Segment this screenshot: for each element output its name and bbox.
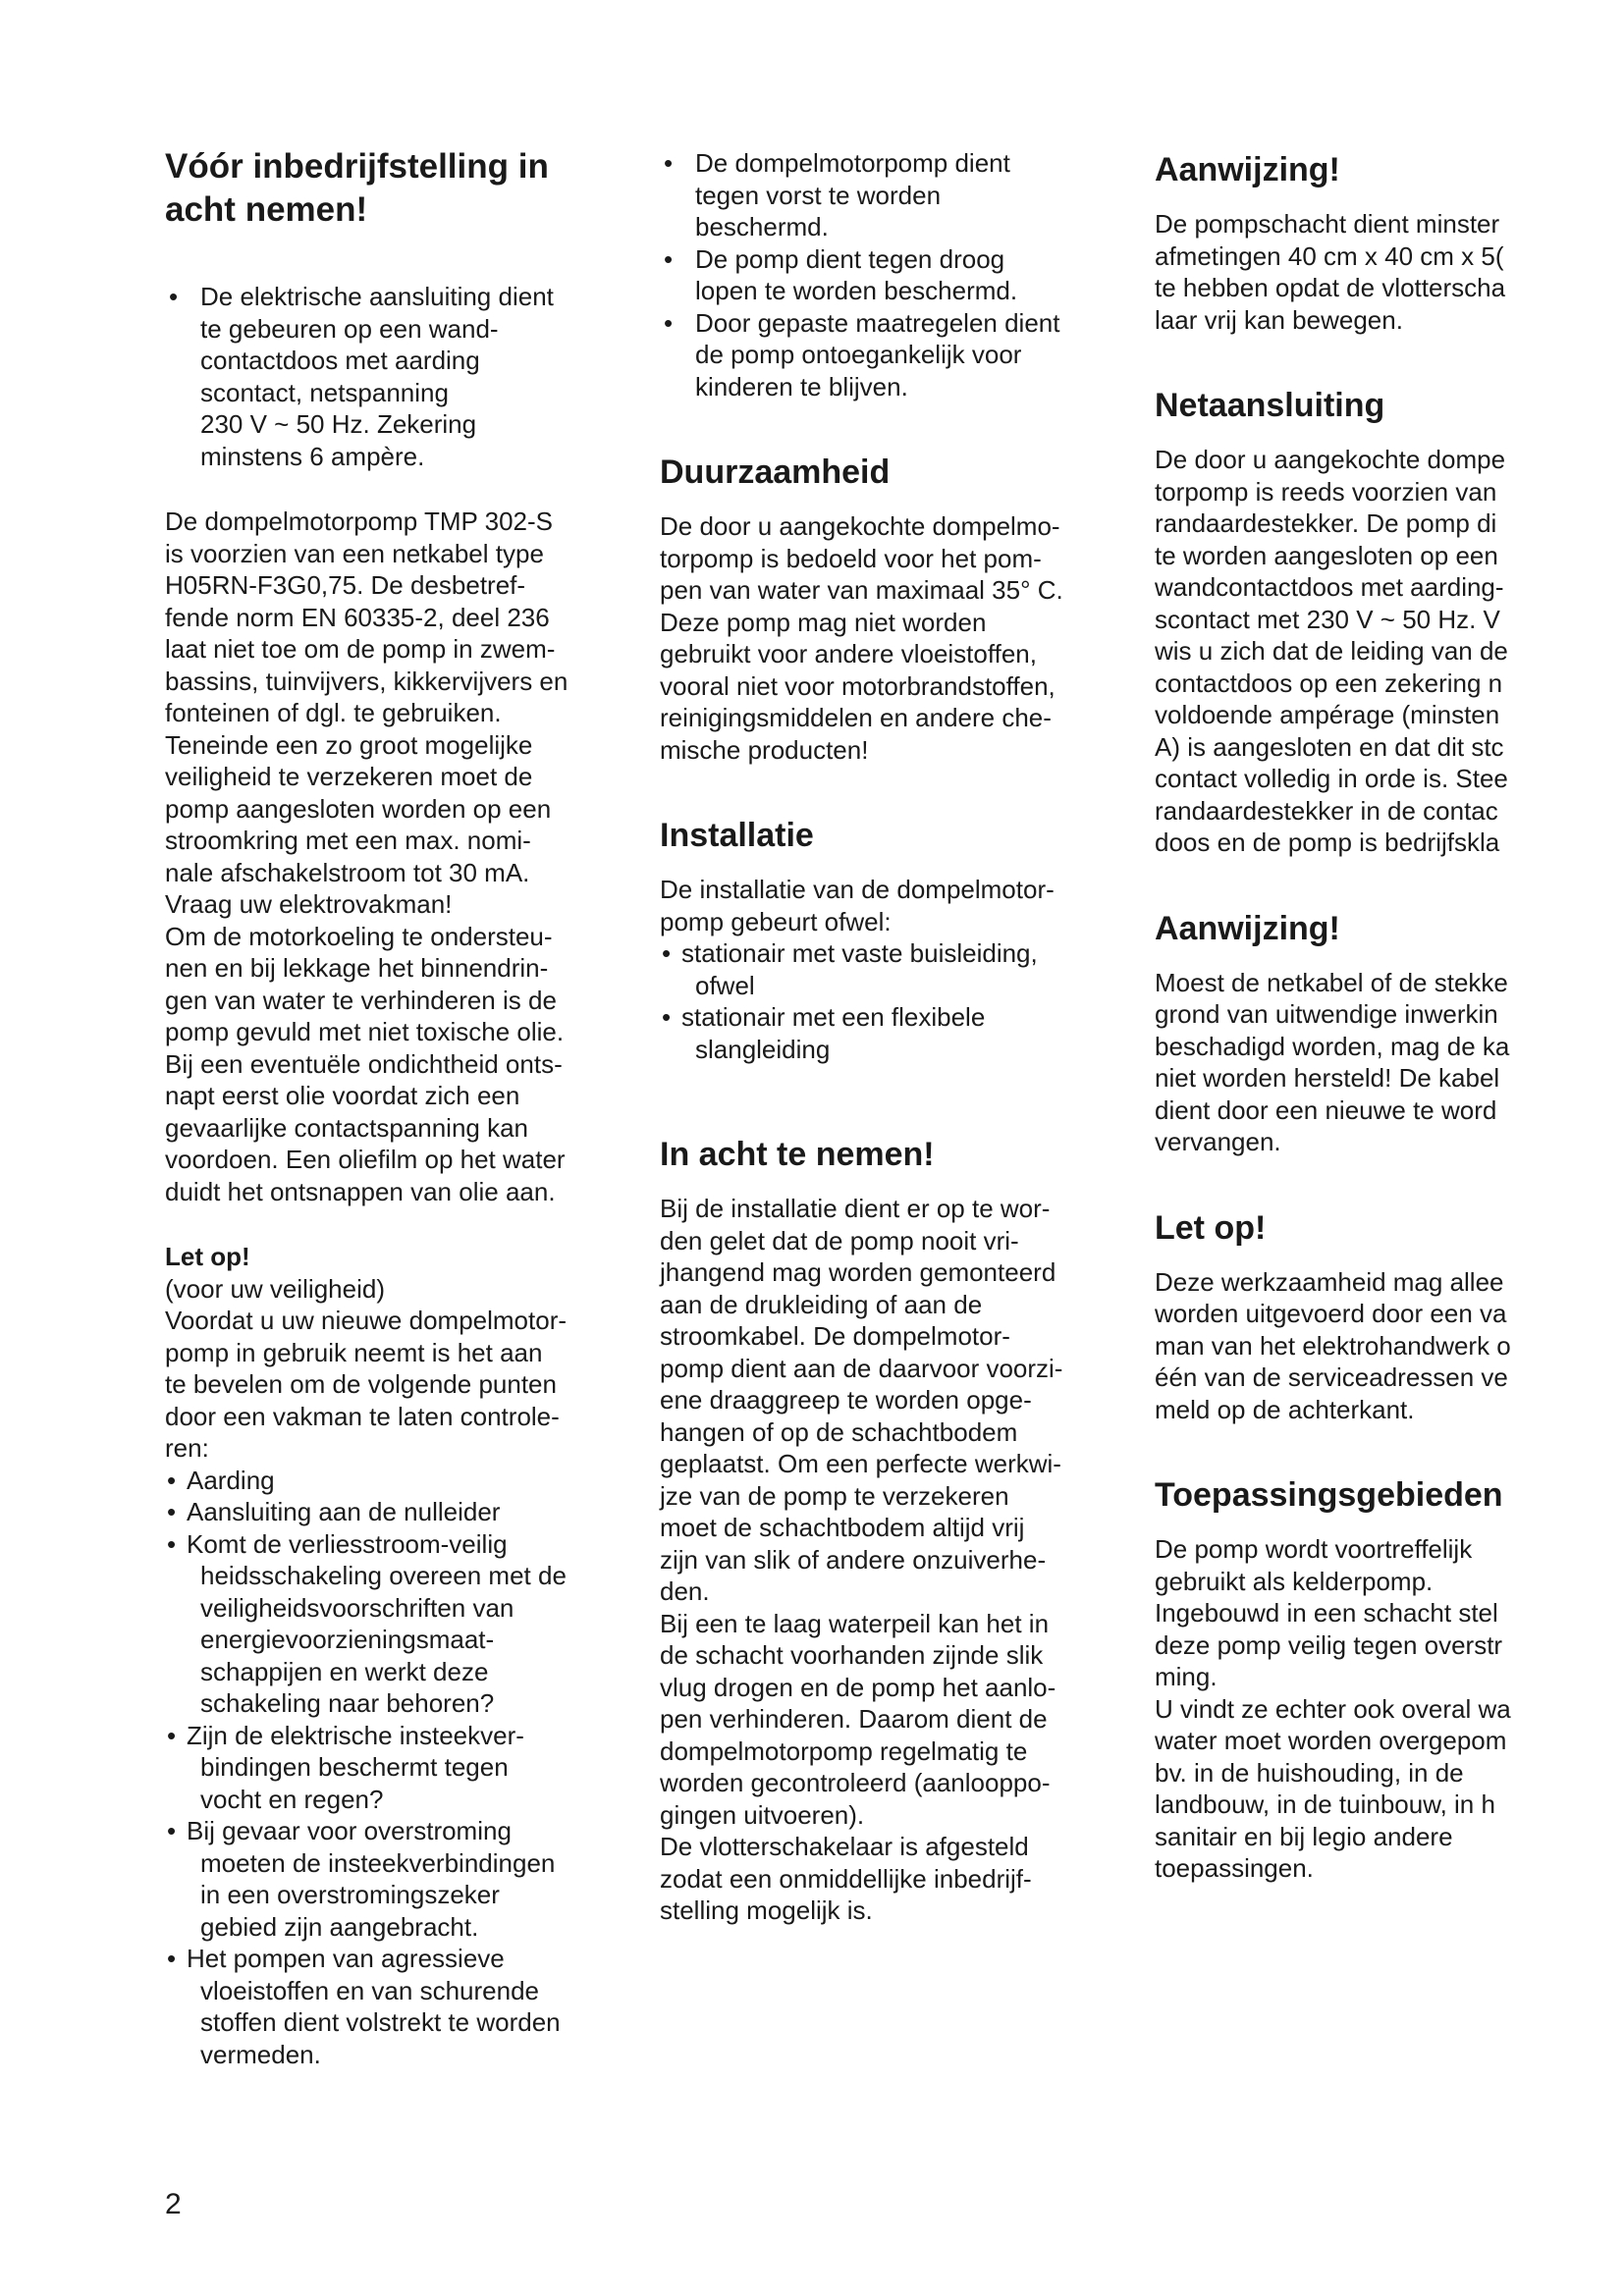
section-heading-aanwijzing: Aanwijzing!: [1155, 151, 1340, 188]
section-heading-aanwijzing-2: Aanwijzing!: [1155, 909, 1340, 947]
paragraph-let-op-werkzaamheid: Deze werkzaamheid mag allee worden uitgevoerd door een va man van het elektrohandwerk o één van de serviceadressen ve meld op de achterkant.: [1155, 1266, 1511, 1424]
paragraph-duurzaamheid: De door u aangekochte dompelmo- torpomp is bedoeld voor het pom- pen van water van maximaal 35° C. Deze pomp mag niet worden gebruikt voor andere vloeistoffen, vooral niet voor motorbrandstoffen, reinigingsmiddelen en andere che- mische producten!: [660, 511, 1063, 765]
bullet-icon: •: [167, 1720, 177, 1750]
bullet-list-bescherming: [660, 147, 1111, 402]
list-item: • stationair met vaste buisleiding, ofwel: [662, 938, 1038, 1000]
section-heading-voor-inbedrijfstelling: Vóór inbedrijfstelling in acht nemen!: [165, 147, 549, 229]
bullet-list-aansluiting: [165, 281, 617, 472]
bullet-icon: •: [662, 1002, 672, 1032]
paragraph-aanwijzing-netkabel: Moest de netkabel of de stekke grond van uitwendige inwerkin beschadigd worden, mag de ka niet worden hersteld! De kabel dient door een nieuwe te word vervangen.: [1155, 967, 1510, 1156]
bullet-icon: •: [167, 1497, 177, 1526]
page-number: 2: [165, 2188, 182, 2220]
bullet-icon: •: [664, 148, 674, 178]
bullet-icon: •: [167, 1465, 177, 1495]
bullet-icon: •: [664, 243, 674, 274]
bullet-icon: •: [664, 307, 674, 338]
section-heading-duurzaamheid: Duurzaamheid: [660, 454, 891, 491]
list-item: • Komt de verliesstroom-veilig heidsschakeling overeen met de veiligheidsvoorschriften van energievoorzieningsmaat- schappijen en werkt deze schakeling naar behoren?: [167, 1528, 567, 1718]
section-heading-installatie: Installatie: [660, 817, 814, 854]
list-item: • Aansluiting aan de nulleider: [167, 1497, 501, 1526]
list-item: • De dompelmotorpomp dient tegen vorst te worden beschermd.: [664, 148, 1010, 241]
list-item: • De elektrische aansluiting dient te gebeuren op een wand- contactdoos met aarding scontact, netspanning 230 V ~ 50 Hz. Zekering minstens 6 ampère.: [169, 282, 554, 471]
section-heading-netaansluiting: Netaansluiting: [1155, 387, 1385, 424]
paragraph-netaansluiting: De door u aangekochte dompe torpomp is reeds voorzien van randaardestekker. De pomp di te worden aangesloten op een wandcontactdoos met aarding- scontact met 230 V ~ 50 Hz. V wis u zich dat de leiding van de contactdoos op een zekering n voldoende ampérage (minsten A) is aangesloten en dat dit stc contact volledig in orde is. Stee randaardestekker in de contac doos en de pomp is bedrijfskla: [1155, 445, 1508, 857]
bullet-icon: •: [167, 1528, 177, 1559]
bullet-icon: •: [169, 282, 179, 311]
list-item: • Het pompen van agressieve vloeistoffen en van schurende stoffen dient volstrekt te worden vermeden.: [167, 1944, 561, 2069]
section-heading-in-acht-te-nemen: In acht te nemen!: [660, 1136, 935, 1173]
list-item: • De pomp dient tegen droog lopen te worden beschermd.: [664, 243, 1018, 305]
section-heading-let-op: Let op!: [1155, 1208, 1267, 1247]
bullet-icon: •: [167, 1944, 177, 1973]
column-middle: [660, 147, 1111, 1927]
bullet-list-installatie: [660, 937, 1111, 1065]
bullet-icon: •: [662, 938, 672, 968]
paragraph-installatie: De installatie van de dompelmotor- pomp gebeurt ofwel:: [660, 875, 1055, 936]
list-item: • Zijn de elektrische insteekver- bindingen beschermt tegen vocht en regen?: [167, 1720, 524, 1814]
paragraph-aanwijzing-pompschacht: De pompschacht dient minster afmetingen 40 cm x 40 cm x 5( te hebben opdat de vlotterscha laar vrij kan bewegen.: [1155, 209, 1506, 335]
list-item: • Aarding: [167, 1465, 275, 1495]
subheading-let-op: Let op!: [165, 1242, 250, 1271]
paragraph-in-acht-te-nemen: Bij de installatie dient er op te wor- den gelet dat de pomp nooit vri- jhangend mag worden gemonteerd aan de drukleiding of aan de stroomkabel. De dompelmotor- pomp dient aan de daarvoor voorzi- ene draaggreep te worden opge- hangen of op de schachtbodem geplaatst. Om een perfecte werkwi- jze van de pomp te verzekeren moet de schachtbodem altijd vrij zijn van slik of andere onzuiverhe- den. Bij een te laag waterpeil kan het in de schacht voorhanden zijnde slik vlug drogen en de pomp het aanlo- pen verhinderen. Daarom dient de dompelmotorpomp regelmatig te worden gecontroleerd (aanlooppo- gingen uitvoeren). De vlotterschakelaar is afgesteld zodat een onmiddellijke inbedrijf- stelling mogelijk is.: [660, 1194, 1063, 1925]
paragraph-let-op: (voor uw veiligheid) Voordat u uw nieuwe dompelmotor- pomp in gebruik neemt is het aan te bevelen om de volgende punten door een vakman te laten controle- ren:: [165, 1273, 568, 1463]
column-right: [1155, 149, 1624, 1885]
list-item: • Bij gevaar voor overstroming moeten de insteekverbindingen in een overstromingszeker gebied zijn aangebracht.: [167, 1816, 556, 1942]
list-item: • stationair met een flexibele slangleiding: [662, 1002, 986, 1064]
paragraph-toepassingsgebieden: De pomp wordt voortreffelijk gebruikt als kelderpomp. Ingebouwd in een schacht stel deze pomp veilig tegen overstr ming. U vindt ze echter ook overal wa water moet worden overgepom bv. in de huishouding, in de landbouw, in de tuinbouw, in h sanitair en bij legio andere toepassingen.: [1155, 1534, 1511, 1883]
list-item: • Door gepaste maatregelen dient de pomp ontoegankelijk voor kinderen te blijven.: [664, 307, 1060, 401]
column-left: [165, 145, 617, 2070]
bullet-list-controle: [165, 1465, 617, 2071]
bullet-icon: •: [167, 1816, 177, 1845]
paragraph-netkabel: De dompelmotorpomp TMP 302-S is voorzien van een netkabel type H05RN-F3G0,75. De desbetref- fende norm EN 60335-2, deel 236 laat niet toe om de pomp in zwem- bassins, tuinvijvers, kikkervijvers en fonteinen of dgl. te gebruiken. Teneinde een zo groot mogelijke veiligheid te verzekeren moet de pomp aangesloten worden op een stroomkring met een max. nomi- nale afschakelstroom tot 30 mA. Vraag uw elektrovakman! Om de motorkoeling te ondersteu- nen en bij lekkage het binnendrin- gen van water te verhinderen is de pomp gevuld met niet toxische olie. Bij een eventuële ondichtheid onts- napt eerst olie voordat zich een gevaarlijke contactspanning kan voordoen. Een oliefilm op het water duidt het ontsnappen van olie aan.: [165, 507, 568, 1206]
section-heading-toepassingsgebieden: Toepassingsgebieden: [1155, 1476, 1503, 1514]
